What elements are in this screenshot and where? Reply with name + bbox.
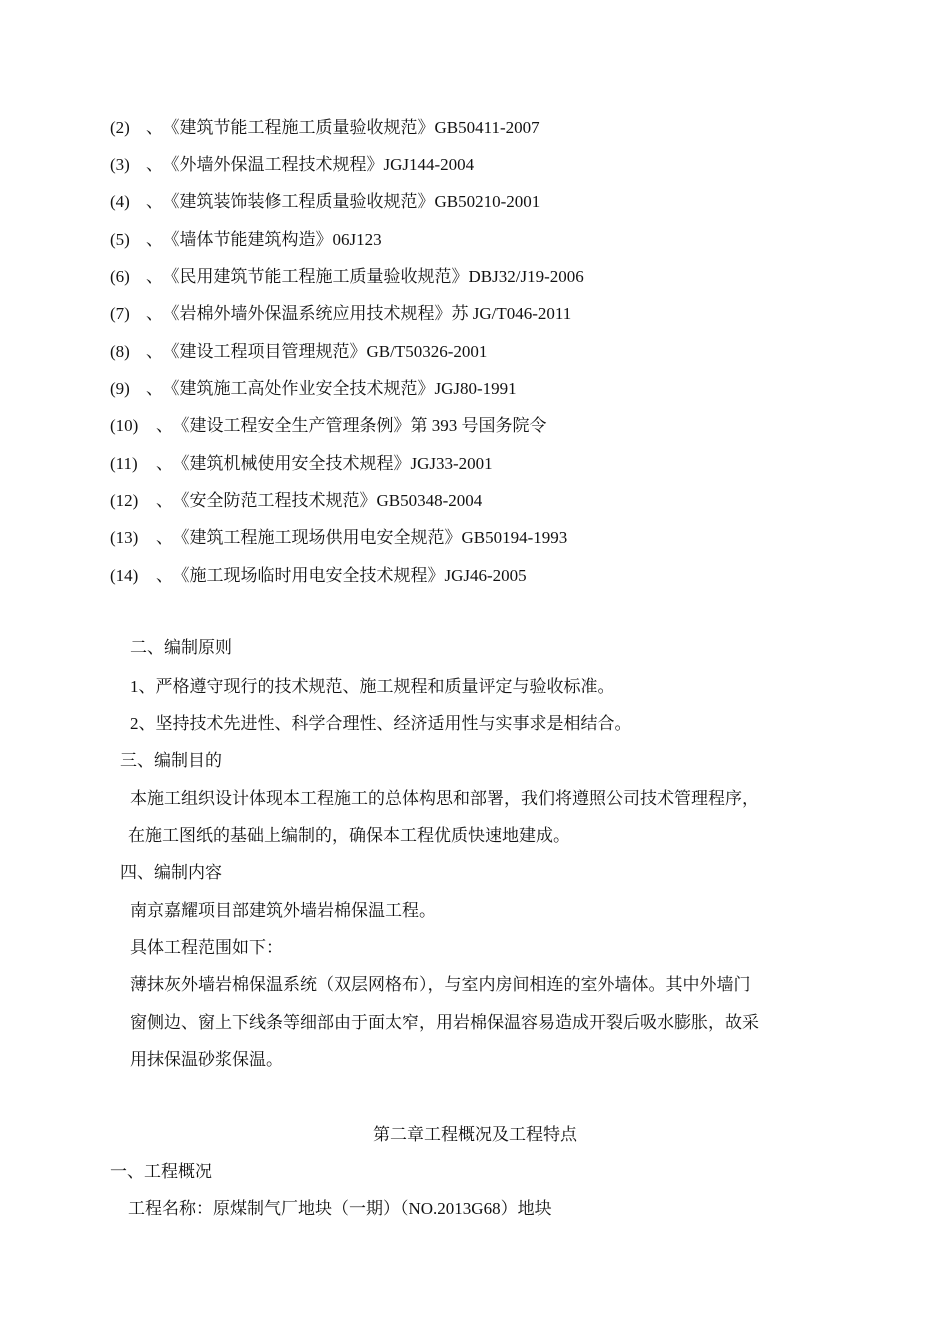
reference-number: (6) [110, 267, 130, 286]
reference-separator: 、 [156, 454, 173, 473]
chapter-title: 第二章工程概况及工程特点 [373, 1125, 577, 1144]
paragraph-line: 用抹保温砂浆保温。 [130, 1050, 283, 1069]
reference-separator: 、 [156, 416, 173, 435]
reference-number: (10) [110, 416, 139, 435]
section-heading: 二、编制原则 [130, 638, 232, 657]
reference-number: (9) [110, 379, 130, 398]
reference-text: 《建筑装饰装修工程质量验收规范》GB50210-2001 [171, 192, 541, 211]
reference-text: 《施工现场临时用电安全技术规程》JGJ46-2005 [181, 566, 527, 585]
reference-separator: 、 [146, 230, 163, 249]
principle-item: 1、严格遵守现行的技术规范、施工规程和质量评定与验收标准。 [130, 677, 615, 696]
reference-text: 《安全防范工程技术规范》GB50348-2004 [181, 491, 483, 510]
reference-text: 《岩棉外墙外保温系统应用技术规程》苏 JG/T046-2011 [171, 304, 572, 323]
reference-item [110, 266, 584, 288]
reference-number: (3) [110, 155, 130, 174]
reference-item [110, 191, 540, 213]
reference-text: 《建设工程项目管理规范》GB/T50326-2001 [171, 342, 488, 361]
reference-separator: 、 [146, 118, 163, 137]
reference-separator: 、 [146, 379, 163, 398]
reference-number: (11) [110, 454, 138, 473]
reference-separator: 、 [146, 155, 163, 174]
reference-text: 《墙体节能建筑构造》06J123 [171, 230, 382, 249]
paragraph-line: 本施工组织设计体现本工程施工的总体构思和部署，我们将遵照公司技术管理程序， [130, 789, 759, 808]
reference-item [110, 229, 382, 251]
reference-text: 《民用建筑节能工程施工质量验收规范》DBJ32/J19-2006 [171, 267, 584, 286]
reference-item [110, 527, 567, 549]
reference-separator: 、 [156, 566, 173, 585]
reference-number: (2) [110, 118, 130, 137]
paragraph-line: 南京嘉耀项目部建筑外墙岩棉保温工程。 [130, 901, 436, 920]
reference-number: (12) [110, 491, 139, 510]
reference-text: 《建设工程安全生产管理条例》第 393 号国务院令 [181, 416, 547, 435]
reference-item [110, 490, 482, 512]
reference-number: (4) [110, 192, 130, 211]
reference-text: 《建筑施工高处作业安全技术规范》JGJ80-1991 [171, 379, 517, 398]
section-heading: 一、工程概况 [110, 1162, 212, 1181]
project-name: 工程名称：原煤制气厂地块（一期）（NO.2013G68）地块 [128, 1199, 552, 1218]
reference-item [110, 378, 517, 400]
reference-text: 《建筑节能工程施工质量验收规范》GB50411-2007 [171, 118, 540, 137]
reference-text: 《建筑工程施工现场供用电安全规范》GB50194-1993 [181, 528, 568, 547]
principle-item: 2、坚持技术先进性、科学合理性、经济适用性与实事求是相结合。 [130, 714, 632, 733]
reference-separator: 、 [156, 528, 173, 547]
paragraph-line: 在施工图纸的基础上编制的，确保本工程优质快速地建成。 [128, 826, 570, 845]
reference-item [110, 565, 527, 587]
reference-number: (13) [110, 528, 139, 547]
reference-number: (5) [110, 230, 130, 249]
reference-separator: 、 [146, 192, 163, 211]
reference-separator: 、 [146, 304, 163, 323]
reference-number: (8) [110, 342, 130, 361]
reference-number: (14) [110, 566, 139, 585]
reference-item [110, 453, 493, 475]
section-heading: 三、编制目的 [120, 751, 222, 770]
reference-text: 《建筑机械使用安全技术规程》JGJ33-2001 [181, 454, 493, 473]
reference-separator: 、 [156, 491, 173, 510]
reference-item [110, 415, 547, 437]
reference-item [110, 303, 571, 325]
paragraph-line: 薄抹灰外墙岩棉保温系统（双层网格布），与室内房间相连的室外墙体。其中外墙门 [130, 975, 751, 994]
reference-separator: 、 [146, 342, 163, 361]
reference-item [110, 154, 474, 176]
reference-separator: 、 [146, 267, 163, 286]
reference-item [110, 341, 487, 363]
reference-number: (7) [110, 304, 130, 323]
paragraph-line: 窗侧边、窗上下线条等细部由于面太窄，用岩棉保温容易造成开裂后吸水膨胀，故采 [130, 1013, 759, 1032]
section-heading: 四、编制内容 [120, 863, 222, 882]
reference-text: 《外墙外保温工程技术规程》JGJ144-2004 [171, 155, 475, 174]
reference-item [110, 117, 540, 139]
paragraph-line: 具体工程范围如下： [130, 938, 283, 957]
